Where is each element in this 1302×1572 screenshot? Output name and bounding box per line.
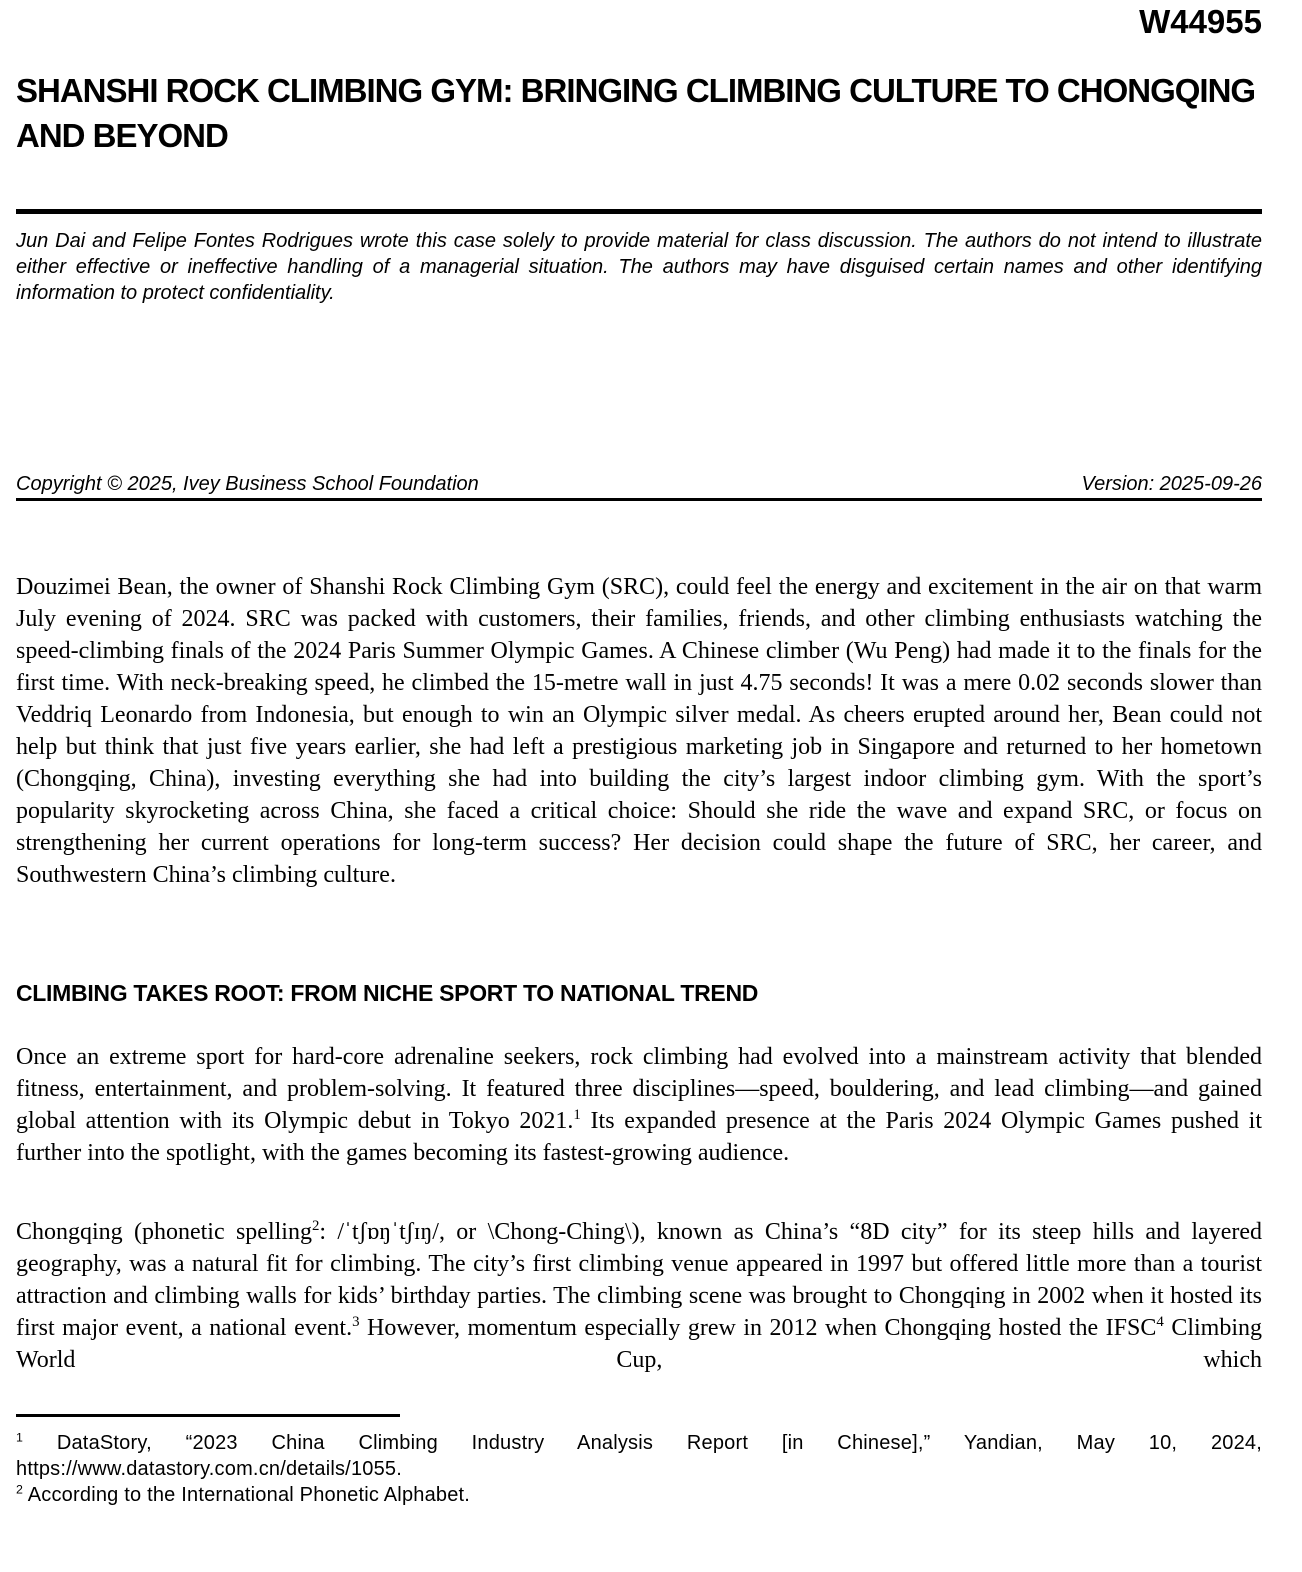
footnote-ref: 2 — [16, 1482, 24, 1497]
footnote-url: https://www.datastory.com.cn/details/1055. — [16, 1458, 402, 1480]
footnote-ref: 2 — [311, 1218, 320, 1234]
version-text: Version: 2025-09-26 — [1081, 473, 1262, 495]
document-number: W44955 — [1139, 3, 1262, 40]
title-divider — [16, 209, 1262, 214]
intro-paragraph: Douzimei Bean, the owner of Shanshi Rock Climbing Gym (SRC), could feel the energy and excitement in the air on that warm July evening of 2024. SRC was packed with customers, their families, friends, and other climbing enthusiasts watching the speed-climbing finals of the 2024 Paris Summer Olympic Games. A Chinese climber (Wu Peng) had made it to the finals for the first time. With neck-breaking speed, he climbed the 15-metre wall in just 4.75 seconds! It was a mere 0.02 seconds slower than Veddriq Leonardo from Indonesia, but enough to win an Olympic silver medal. As cheers erupted around her, Bean could not help but think that just five years earlier, she had left a prestigious marketing job in Singapore and returned to her hometown (Chongqing, China), investing everything she had into building the city’s largest indoor climbing gym. With the sport’s popularity skyrocketing across China, she faced a critical choice: Should she ride the wave and expand SRC, or focus on strengthening her current operations for long-term success? Her decision could shape the future of SRC, her career, and Southwestern China’s climbing culture. — [16, 574, 1262, 888]
copyright-text: Copyright © 2025, Ivey Business School Foundation — [16, 473, 479, 495]
footnote-ref: 1 — [16, 1430, 24, 1445]
disclaimer-text: Jun Dai and Felipe Fontes Rodrigues wrote this case solely to provide material for class discussion. The authors do not intend to illustrate either effective or ineffective handling of a managerial situation. The authors may have disguised certain names and other identifying information to protect confidentiality. — [16, 230, 1262, 304]
case-title: SHANSHI ROCK CLIMBING GYM: BRINGING CLIMBING CULTURE TO CHONGQING AND BEYOND — [16, 72, 1256, 154]
footnotes-section — [16, 1430, 1262, 1508]
footnote-2: $^2$ According to the International Phonetic Alphabet. — [16, 1482, 471, 1506]
section-heading: CLIMBING TAKES ROOT: FROM NICHE SPORT TO NATIONAL TREND — [16, 980, 759, 1006]
paragraph-climbing-trend: Once an extreme sport for hard-core adrenaline seekers, rock climbing had evolved into a mainstream activity that blended fitness, entertainment, and problem-solving. It featured three disciplines—speed, bouldering, and lead climbing—and gained global attention with its Olympic debut in Tokyo 2021.$^1$ Its expanded presence at the Paris 2024 Olympic Games pushed it further into the spotlight, with the games becoming its fastest-growing audience. — [16, 1044, 1262, 1166]
footnote-divider — [16, 1414, 400, 1417]
copyright-row — [16, 471, 1262, 497]
footnote-ref: 4 — [1156, 1314, 1164, 1330]
footnote-ref: 3 — [352, 1314, 360, 1330]
footnote-1: $^1$ DataStory, “2023 China Climbing Industry Analysis Report [in Chinese],” Yandian, May 10, 2024, https://www.datastory.com.cn/details/1055. — [16, 1430, 1262, 1480]
footnote-ref: 1 — [573, 1107, 581, 1123]
header-divider — [16, 498, 1262, 501]
paragraph-chongqing: Chongqing (phonetic spelling$^2$: /ˈtʃɒŋˈtʃɪŋ/, or \Chong-Ching\), known as China’s “8D city” for its steep hills and layered geography, was a natural fit for climbing. The city’s first climbing venue appeared in 1997 but offered little more than a tourist attraction and climbing walls for kids’ birthday parties. The climbing scene was brought to Chongqing in 2002 when it hosted its first major event, a national event.$^3$ However, momentum especially grew in 2012 when Chongqing hosted the IFSC$^4$ Climbing World Cup, which — [16, 1218, 1262, 1373]
